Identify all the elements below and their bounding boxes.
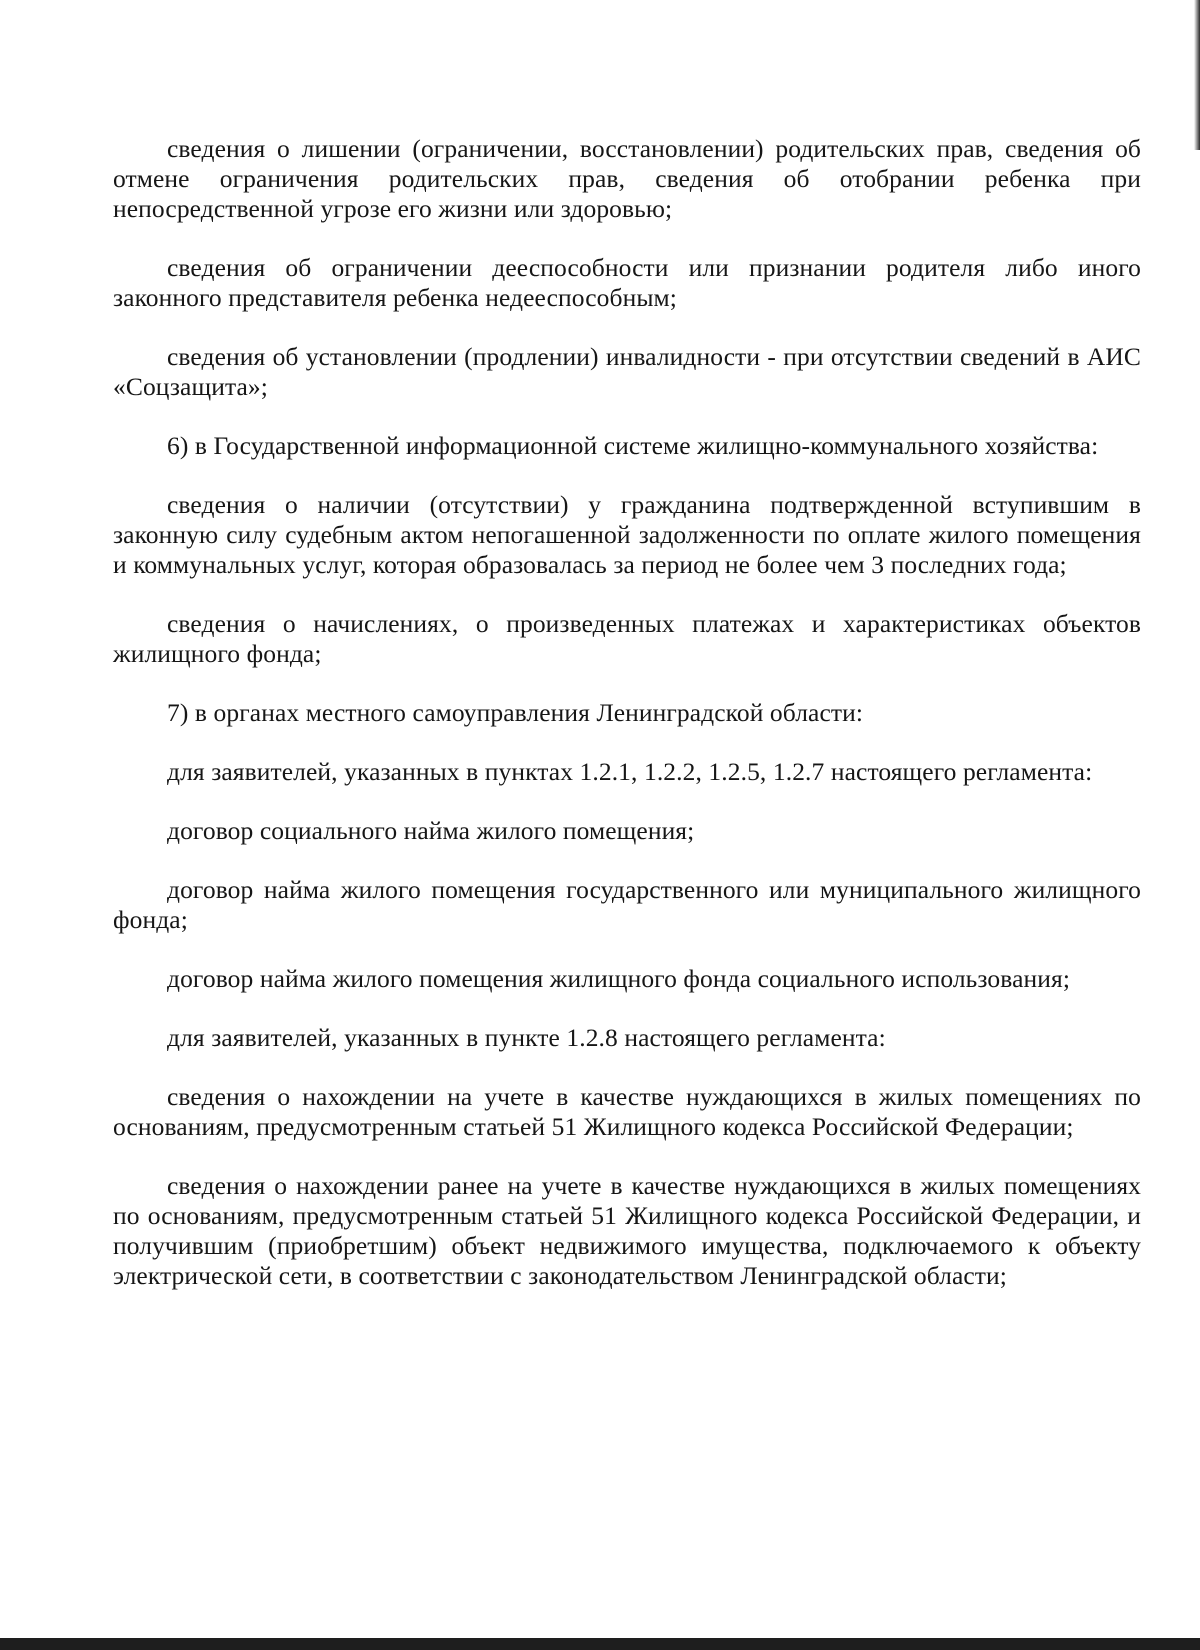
paragraph-legal-capacity: сведения об ограничении дееспособности или признании родителя либо иного законного представителя ребенка недееспособным; xyxy=(113,253,1141,312)
scan-edge-bottom xyxy=(0,1638,1200,1650)
scan-edge-right xyxy=(1194,0,1200,150)
paragraph-item-6-gis-zhkh: 6) в Государственной информационной системе жилищно-коммунального хозяйства: xyxy=(167,431,1099,460)
paragraph-applicants-1-2-1: для заявителей, указанных в пунктах 1.2.1, 1.2.2, 1.2.5, 1.2.7 настоящего регламента: xyxy=(167,757,1093,786)
paragraph-former-register: сведения о нахождении ранее на учете в качестве нуждающихся в жилых помещениях по основаниям, предусмотренным статьей 51 Жилищного кодекса Российской Федерации, и получившим (приобретшим) объект недвижимого имущества, подключаемого к объекту электрической сети, в соответствии с законодательством Ленинградской области; xyxy=(113,1171,1141,1290)
paragraph-disability: сведения об установлении (продлении) инвалидности - при отсутствии сведений в АИС «Соцзащита»; xyxy=(113,342,1141,401)
paragraph-item-7-local-government: 7) в органах местного самоуправления Ленинградской области: xyxy=(167,698,864,727)
paragraph-state-municipal-lease: договор найма жилого помещения государственного или муниципального жилищного фонда; xyxy=(113,875,1141,934)
paragraph-charges-payments: сведения о начислениях, о произведенных платежах и характеристиках объектов жилищного фонда; xyxy=(113,609,1141,668)
paragraph-applicants-1-2-8: для заявителей, указанных в пункте 1.2.8 настоящего регламента: xyxy=(167,1023,886,1052)
document-body xyxy=(113,134,1141,1320)
paragraph-housing-register: сведения о нахождении на учете в качестве нуждающихся в жилых помещениях по основаниям, предусмотренным статьей 51 Жилищного кодекса Российской Федерации; xyxy=(113,1082,1141,1141)
paragraph-parental-rights: сведения о лишении (ограничении, восстановлении) родительских прав, сведения об отмене ограничения родительских прав, сведения об отобрании ребенка при непосредственной угрозе его жизни или здоровью; xyxy=(113,134,1141,223)
paragraph-social-lease: договор социального найма жилого помещения; xyxy=(167,816,695,845)
paragraph-debt: сведения о наличии (отсутствии) у гражданина подтвержденной вступившим в законную силу судебным актом непогашенной задолженности по оплате жилого помещения и коммунальных услуг, которая образовалась за период не более чем 3 последних года; xyxy=(113,490,1141,579)
paragraph-social-use-lease: договор найма жилого помещения жилищного фонда социального использования; xyxy=(167,964,1070,993)
